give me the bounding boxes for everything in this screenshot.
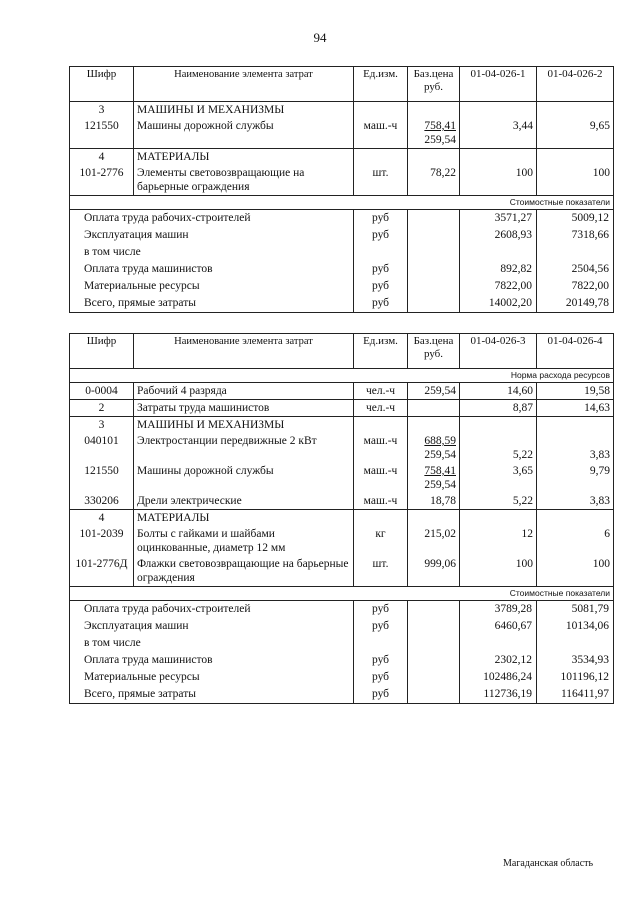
price-labor: 259,54	[424, 449, 456, 461]
summary-unit: руб	[354, 295, 408, 313]
row-name: Электростанции передвижные 2 кВт	[134, 433, 354, 463]
section-number: 3	[70, 102, 134, 119]
section-number: 4	[70, 510, 134, 527]
header-col1: 01-04-026-3	[460, 334, 537, 369]
row-code: 2	[70, 400, 134, 417]
summary-unit: руб	[354, 652, 408, 669]
summary-row	[70, 227, 614, 244]
summary-label: Эксплуатация машин	[70, 227, 354, 244]
row-value-1: 5,22	[460, 493, 537, 510]
summary-value-2: 7822,00	[537, 278, 614, 295]
table-row	[70, 463, 614, 493]
band-label: Стоимостные показатели	[70, 196, 614, 210]
summary-value-1: 6460,67	[460, 618, 537, 635]
resource-norm-band	[70, 369, 614, 383]
summary-row	[70, 261, 614, 278]
summary-label: Оплата труда рабочих-строителей	[70, 601, 354, 619]
summary-value-2: 2504,56	[537, 261, 614, 278]
summary-row	[70, 669, 614, 686]
summary-unit: руб	[354, 669, 408, 686]
summary-label: в том числе	[70, 635, 354, 652]
summary-label: в том числе	[70, 244, 354, 261]
summary-row	[70, 244, 614, 261]
row-code: 121550	[70, 463, 134, 493]
row-value-2: 100	[537, 165, 614, 196]
header-code: Шифр	[70, 334, 134, 369]
row-value-1: 14,60	[460, 383, 537, 400]
summary-value-1: 102486,24	[460, 669, 537, 686]
table-header-row	[70, 334, 614, 369]
table-row	[70, 165, 614, 196]
summary-label: Оплата труда машинистов	[70, 652, 354, 669]
summary-value-1: 112736,19	[460, 686, 537, 704]
row-price	[408, 463, 460, 493]
row-value-2: 3,83	[537, 493, 614, 510]
summary-value-2: 10134,06	[537, 618, 614, 635]
summary-label: Всего, прямые затраты	[70, 686, 354, 704]
section-row-machines	[70, 417, 614, 434]
row-unit: чел.-ч	[354, 400, 408, 417]
table-row	[70, 493, 614, 510]
summary-value-1: 2302,12	[460, 652, 537, 669]
row-value-2: 3,83	[537, 433, 614, 463]
row-value-1: 8,87	[460, 400, 537, 417]
row-code: 101-2776	[70, 165, 134, 196]
row-code: 101-2039	[70, 526, 134, 556]
row-value-2: 100	[537, 556, 614, 587]
page-number: 94	[313, 30, 327, 45]
row-name: Рабочий 4 разряда	[134, 383, 354, 400]
summary-value-2: 7318,66	[537, 227, 614, 244]
summary-unit: руб	[354, 601, 408, 619]
summary-row	[70, 278, 614, 295]
cost-table-1	[69, 66, 614, 313]
summary-unit: руб	[354, 278, 408, 295]
header-name: Наименование элемента затрат	[134, 67, 354, 102]
row-unit: шт.	[354, 556, 408, 587]
price-base: 758,41	[424, 465, 456, 477]
summary-row	[70, 635, 614, 652]
row-price: 259,54	[408, 383, 460, 400]
summary-value-1: 3789,28	[460, 601, 537, 619]
row-price	[408, 118, 460, 149]
row-unit: маш.-ч	[354, 493, 408, 510]
summary-label: Всего, прямые затраты	[70, 295, 354, 313]
section-row-machines	[70, 102, 614, 119]
table-header-row	[70, 67, 614, 102]
header-col2: 01-04-026-2	[537, 67, 614, 102]
summary-value-1: 7822,00	[460, 278, 537, 295]
row-unit: кг	[354, 526, 408, 556]
summary-row	[70, 295, 614, 313]
price-base: 688,59	[424, 435, 456, 447]
row-code: 101-2776Д	[70, 556, 134, 587]
band-label: Норма расхода ресурсов	[70, 369, 614, 383]
summary-row	[70, 652, 614, 669]
summary-label: Материальные ресурсы	[70, 669, 354, 686]
summary-row	[70, 210, 614, 228]
row-price: 78,22	[408, 165, 460, 196]
header-code: Шифр	[70, 67, 134, 102]
summary-label: Материальные ресурсы	[70, 278, 354, 295]
row-value-1: 3,44	[460, 118, 537, 149]
row-unit: маш.-ч	[354, 433, 408, 463]
section-title: МАТЕРИАЛЫ	[134, 510, 354, 527]
header-unit: Ед.изм.	[354, 67, 408, 102]
summary-label: Эксплуатация машин	[70, 618, 354, 635]
table-row	[70, 556, 614, 587]
cost-indicators-band	[70, 587, 614, 601]
price-base: 758,41	[424, 120, 456, 132]
table-row	[70, 433, 614, 463]
summary-value-1: 3571,27	[460, 210, 537, 228]
row-name: Элементы световозвращающие на барьерные ограждения	[134, 165, 354, 196]
row-price: 215,02	[408, 526, 460, 556]
header-name: Наименование элемента затрат	[134, 334, 354, 369]
summary-value-2: 116411,97	[537, 686, 614, 704]
table-row	[70, 400, 614, 417]
row-value-1: 100	[460, 556, 537, 587]
row-price: 18,78	[408, 493, 460, 510]
section-row-materials	[70, 510, 614, 527]
row-value-2: 14,63	[537, 400, 614, 417]
row-price	[408, 433, 460, 463]
row-code: 121550	[70, 118, 134, 149]
footer-region: Магаданская область	[503, 858, 594, 869]
summary-value-2: 3534,93	[537, 652, 614, 669]
section-row-materials	[70, 149, 614, 166]
row-value-1: 100	[460, 165, 537, 196]
row-name: Флажки световозвращающие на барьерные ограждения	[134, 556, 354, 587]
summary-value-2: 101196,12	[537, 669, 614, 686]
row-name: Машины дорожной службы	[134, 463, 354, 493]
row-value-1: 3,65	[460, 463, 537, 493]
summary-value-1: 892,82	[460, 261, 537, 278]
row-value-1: 5,22	[460, 433, 537, 463]
summary-unit: руб	[354, 686, 408, 704]
row-value-1: 12	[460, 526, 537, 556]
row-unit: маш.-ч	[354, 118, 408, 149]
summary-label: Оплата труда машинистов	[70, 261, 354, 278]
table-row	[70, 383, 614, 400]
section-title: МАШИНЫ И МЕХАНИЗМЫ	[134, 102, 354, 119]
table-row	[70, 526, 614, 556]
cost-indicators-band	[70, 196, 614, 210]
row-name: Затраты труда машинистов	[134, 400, 354, 417]
row-name: Болты с гайками и шайбами оцинкованные, диаметр 12 мм	[134, 526, 354, 556]
band-label: Стоимостные показатели	[70, 587, 614, 601]
row-code: 330206	[70, 493, 134, 510]
summary-unit: руб	[354, 210, 408, 228]
summary-value-2: 5009,12	[537, 210, 614, 228]
section-title: МАШИНЫ И МЕХАНИЗМЫ	[134, 417, 354, 434]
summary-value-1: 14002,20	[460, 295, 537, 313]
summary-unit: руб	[354, 261, 408, 278]
summary-unit: руб	[354, 227, 408, 244]
header-col1: 01-04-026-1	[460, 67, 537, 102]
summary-row	[70, 618, 614, 635]
summary-value-1: 2608,93	[460, 227, 537, 244]
row-value-2: 9,79	[537, 463, 614, 493]
summary-label: Оплата труда рабочих-строителей	[70, 210, 354, 228]
row-name: Дрели электрические	[134, 493, 354, 510]
summary-row	[70, 601, 614, 619]
price-labor: 259,54	[424, 134, 456, 146]
header-price: Баз.цена руб.	[408, 67, 460, 102]
row-name: Машины дорожной службы	[134, 118, 354, 149]
summary-row	[70, 686, 614, 704]
header-price: Баз.цена руб.	[408, 334, 460, 369]
row-code: 0-0004	[70, 383, 134, 400]
section-title: МАТЕРИАЛЫ	[134, 149, 354, 166]
row-value-2: 6	[537, 526, 614, 556]
row-value-2: 19,58	[537, 383, 614, 400]
row-value-2: 9,65	[537, 118, 614, 149]
section-number: 3	[70, 417, 134, 434]
header-col2: 01-04-026-4	[537, 334, 614, 369]
cost-table-2	[69, 333, 614, 704]
summary-unit: руб	[354, 618, 408, 635]
section-number: 4	[70, 149, 134, 166]
summary-value-2: 20149,78	[537, 295, 614, 313]
row-unit: маш.-ч	[354, 463, 408, 493]
row-unit: чел.-ч	[354, 383, 408, 400]
table-row	[70, 118, 614, 149]
price-labor: 259,54	[424, 479, 456, 491]
row-unit: шт.	[354, 165, 408, 196]
header-unit: Ед.изм.	[354, 334, 408, 369]
summary-value-2: 5081,79	[537, 601, 614, 619]
row-price: 999,06	[408, 556, 460, 587]
row-code: 040101	[70, 433, 134, 463]
